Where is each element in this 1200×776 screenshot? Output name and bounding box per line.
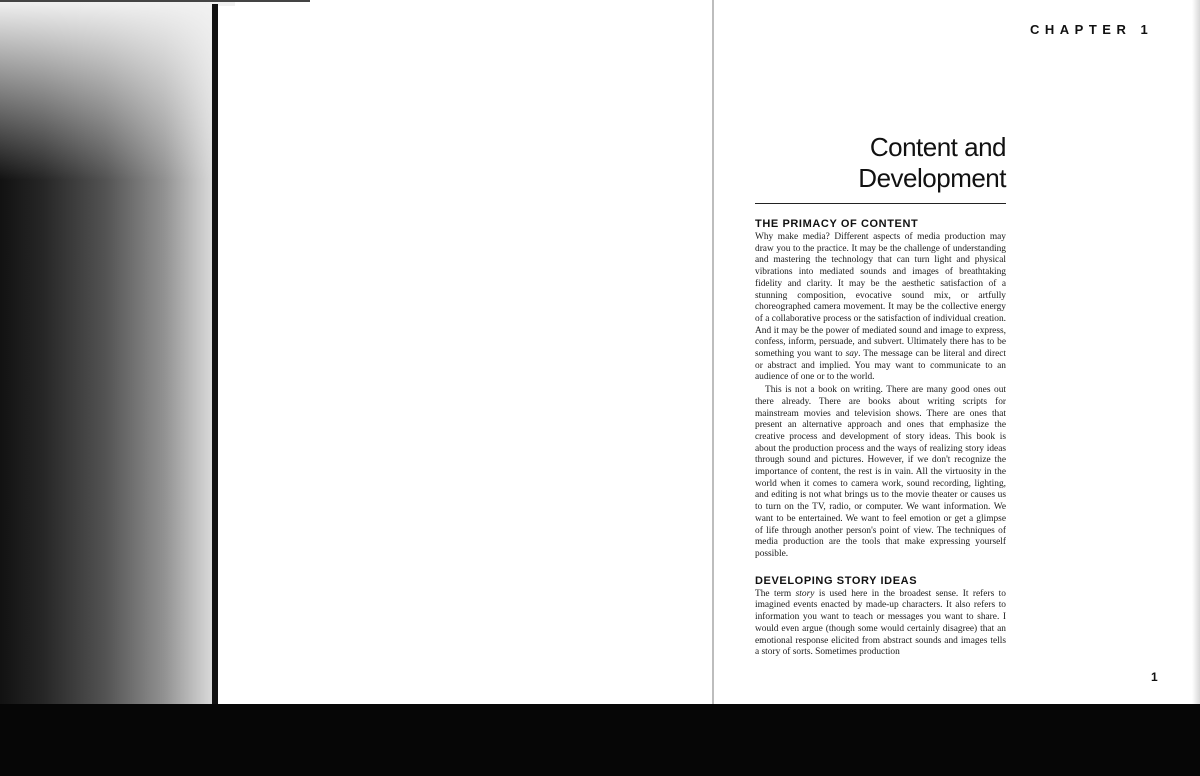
paragraph: The term story is used here in the broadest sense. It refers to imagined events enacted by made-up characters. It also refers to information you want to teach or messages you want to share. I would even argue (though some would certainly disagree) that an emotional response elicited from abstract sounds and images tells a story of sorts. Sometimes production — [755, 588, 1006, 658]
paragraph: Why make media? Different aspects of media production may draw you to the practice. It may be the challenge of understanding and mastering the technology that can turn light and physical vibrations into mediated sounds and images of breathtaking fidelity and clarity. It may be the aesthetic satisfaction of a stunning composition, evocative sound mix, or artfully choreographed camera movement. It may be the collective energy of a collaborative process or the satisfaction of individual creation. And it may be the power of mediated sound and image to express, confess, inform, persuade, and subvert. Ultimately there has to be something you want to say. The message can be literal and direct or abstract and implied. You may want to communicate to an audience of one or to the world. — [755, 232, 1007, 383]
section-heading: DEVELOPING STORY IDEAS — [755, 574, 918, 587]
paragraph: This is not a book on writing. There are many good ones out there already. There are books about writing scripts for mainstream movies and television shows. There are ones that present an alternative approach and ones that emphasize the creative process and development of story ideas. This book is about the production process and the ways of realizing story ideas through sound and pictures. However, if we don't recognize the importance of content, the rest is in vain. All the virtuosity in the world when it comes to camera work, sound recording, lighting, and editing is not what brings us to the movie theater or causes us to turn on the TV, radio, or computer. We want information. We want to be entertained. We want to feel emotion or get a glimpse of life through another person's point of view. The techniques of media production are the tools that make expressing yourself possible. — [755, 385, 1006, 559]
section-developing-story-ideas — [755, 575, 1006, 659]
section-heading: THE PRIMACY OF CONTENT — [755, 218, 919, 230]
chapter-title-line-1: Content and — [869, 132, 1006, 162]
scan-shadow-highlight — [0, 0, 235, 180]
chapter-title — [780, 132, 1006, 194]
page-number: 1 — [1151, 670, 1158, 684]
chapter-body — [755, 218, 1006, 659]
chapter-label: CHAPTER 1 — [1030, 22, 1154, 37]
chapter-title-line-2: Development — [858, 163, 1006, 193]
top-edge-line — [0, 0, 310, 2]
title-rule — [755, 203, 1006, 204]
book-gutter — [712, 0, 714, 706]
right-page-edge — [1192, 0, 1200, 710]
section-primacy-of-content — [755, 218, 1006, 561]
left-blank-page — [218, 6, 712, 710]
scanner-bed-bottom — [0, 704, 1200, 776]
